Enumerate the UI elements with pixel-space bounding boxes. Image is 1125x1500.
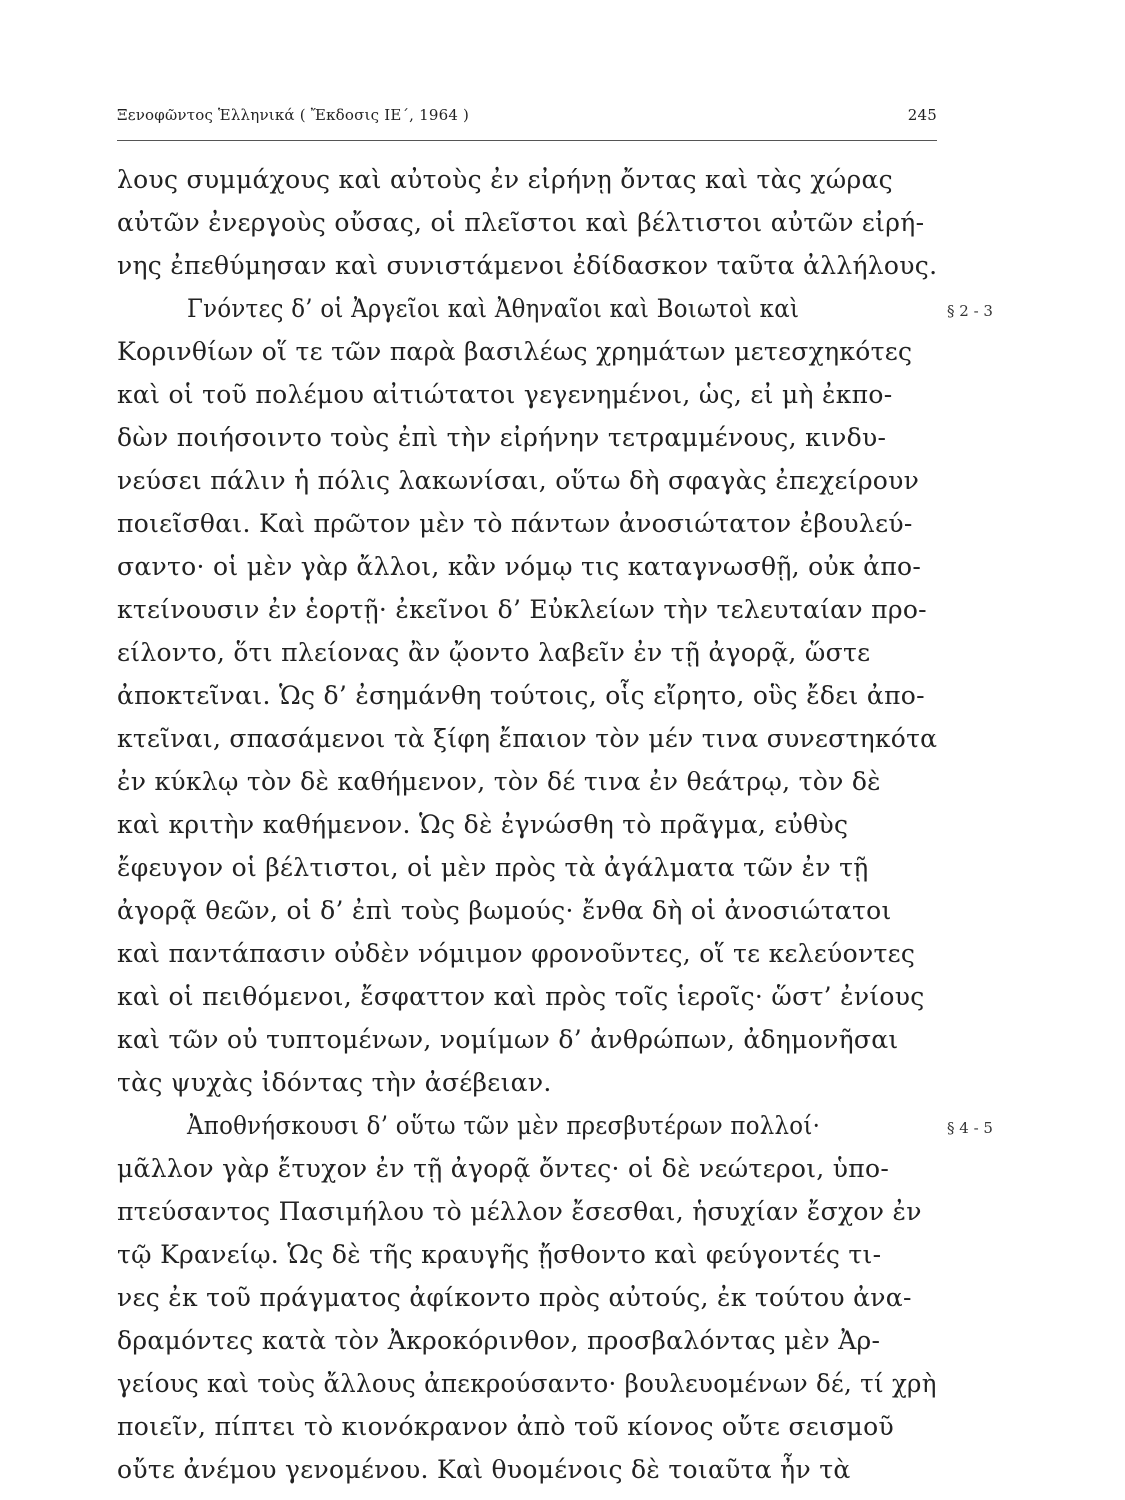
- text-line: Ἀποθνήσκουσι δ’ οὕτω τῶν μὲν πρεσβυτέρων πολλοί·: [187, 1111, 821, 1140]
- text-line: τὰς ψυχὰς ἰδόντας τὴν ἀσέβειαν.: [117, 1068, 552, 1097]
- text-line: είλοντο, ὅτι πλείονας ἂν ᾤοντο λαβεῖν ἐν τῇ ἀγορᾷ, ὥστε: [117, 638, 871, 667]
- text-line: ἔφευγον οἱ βέλτιστοι, οἱ μὲν πρὸς τὰ ἀγάλματα τῶν ἐν τῇ: [117, 853, 869, 882]
- text-line: τῷ Κρανείῳ. Ὡς δὲ τῆς κραυγῆς ᾔσθοντο καὶ φεύγοντές τι-: [117, 1240, 882, 1269]
- text-line: μᾶλλον γὰρ ἔτυχον ἐν τῇ ἀγορᾷ ὄντες· οἱ δὲ νεώτεροι, ὑπο-: [117, 1154, 890, 1183]
- text-line: γείους καὶ τοὺς ἄλλους ἀπεκρούσαντο· βουλευομένων δέ, τί χρὴ: [117, 1369, 937, 1398]
- text-line: καὶ οἱ πειθόμενοι, ἔσφαττον καὶ πρὸς τοῖς ἱεροῖς· ὥστ’ ἐνίους: [117, 982, 925, 1011]
- text-line: ποιεῖν, πίπτει τὸ κιονόκρανον ἀπὸ τοῦ κίονος οὔτε σεισμοῦ: [117, 1412, 894, 1441]
- text-line: ἐν κύκλῳ τὸν δὲ καθήμενον, τὸν δέ τινα ἐν θεάτρῳ, τὸν δὲ: [117, 767, 881, 796]
- text-line: νες ἐκ τοῦ πράγματος ἀφίκοντο πρὸς αὐτούς, ἐκ τούτου ἀνα-: [117, 1283, 912, 1312]
- text-line: Κορινθίων οἵ τε τῶν παρὰ βασιλέως χρημάτων μετεσχηκότες: [117, 337, 913, 366]
- text-line: κτεῖναι, σπασάμενοι τὰ ξίφη ἔπαιον τὸν μέν τινα συνεστηκότα: [117, 724, 938, 753]
- header-rule: [117, 140, 937, 141]
- running-head: [117, 106, 937, 128]
- text-line: καὶ παντάπασιν οὐδὲν νόμιμον φρονοῦντες, οἵ τε κελεύοντες: [117, 939, 916, 968]
- text-line: καὶ κριτὴν καθήμενον. Ὡς δὲ ἐγνώσθη τὸ πρᾶγμα, εὐθὺς: [117, 810, 849, 839]
- text-line: καὶ οἱ τοῦ πολέμου αἰτιώτατοι γεγενημένοι, ὡς, εἰ μὴ ἐκπο-: [117, 380, 893, 409]
- text-line: δὼν ποιήσοιντο τοὺς ἐπὶ τὴν εἰρήνην τετραμμένους, κινδυ-: [117, 423, 887, 452]
- text-line: λους συμμάχους καὶ αὐτοὺς ἐν εἰρήνῃ ὄντας καὶ τὰς χώρας: [117, 165, 893, 194]
- text-line: οὔτε ἀνέμου γενομένου. Καὶ θυομένοις δὲ τοιαῦτα ἦν τὰ: [117, 1455, 851, 1484]
- text-line: ἀποκτεῖναι. Ὡς δ’ ἐσημάνθη τούτοις, οἷς εἴρητο, οὓς ἔδει ἀπο-: [117, 681, 925, 710]
- text-line: σαντο· οἱ μὲν γὰρ ἄλλοι, κἂν νόμῳ τις καταγνωσθῇ, οὐκ ἀπο-: [117, 552, 922, 581]
- section-margin-note: § 4 - 5: [947, 1119, 993, 1137]
- page-number: 245: [907, 106, 937, 124]
- text-line: ἀγορᾷ θεῶν, οἱ δ’ ἐπὶ τοὺς βωμούς· ἔνθα δὴ οἱ ἀνοσιώτατοι: [117, 896, 892, 925]
- text-line: κτείνουσιν ἐν ἑορτῇ· ἐκεῖνοι δ’ Εὐκλείων τὴν τελευταίαν προ-: [117, 595, 927, 624]
- text-line: πτεύσαντος Πασιμήλου τὸ μέλλον ἔσεσθαι, ἡσυχίαν ἔσχον ἐν: [117, 1197, 922, 1226]
- text-line: δραμόντες κατὰ τὸν Ἀκροκόρινθον, προσβαλόντας μὲν Ἀρ-: [117, 1326, 881, 1355]
- text-line: νης ἐπεθύμησαν καὶ συνιστάμενοι ἐδίδασκον ταῦτα ἀλλήλους.: [117, 251, 938, 280]
- text-line: ποιεῖσθαι. Καὶ πρῶτον μὲν τὸ πάντων ἀνοσιώτατον ἐβουλεύ-: [117, 509, 913, 538]
- text-line: Γνόντες δ’ οἱ Ἀργεῖοι καὶ Ἀθηναῖοι καὶ Βοιωτοὶ καὶ: [187, 294, 800, 323]
- section-margin-note: § 2 - 3: [947, 302, 993, 320]
- text-line: νεύσει πάλιν ἡ πόλις λακωνίσαι, οὕτω δὴ σφαγὰς ἐπεχείρουν: [117, 466, 920, 495]
- text-line: αὐτῶν ἐνεργοὺς οὔσας, οἱ πλεῖστοι καὶ βέλτιστοι αὐτῶν εἰρή-: [117, 208, 925, 237]
- running-title: Ξενοφῶντος Ἑλληνικά ( Ἔκδοσις ΙΕ΄, 1964 ): [117, 106, 470, 124]
- text-line: καὶ τῶν οὐ τυπτομένων, νομίμων δ’ ἀνθρώπων, ἀδημονῆσαι: [117, 1025, 899, 1054]
